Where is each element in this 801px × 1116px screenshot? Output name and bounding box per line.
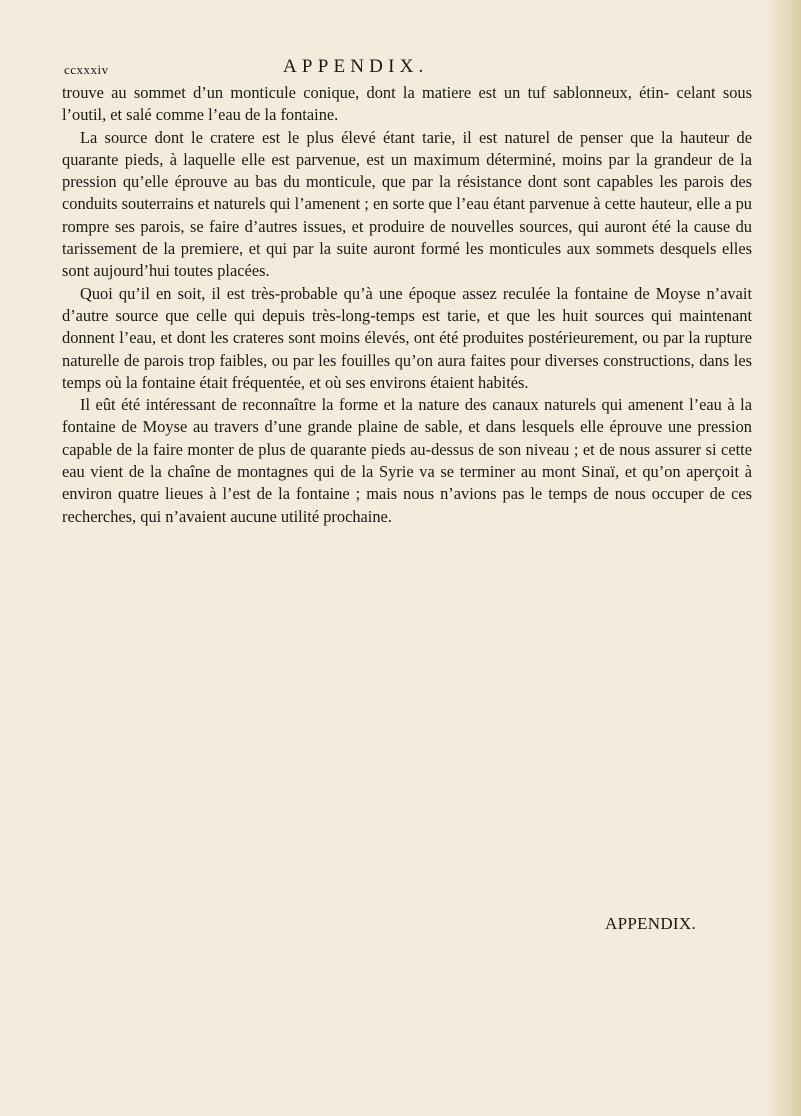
running-head: APPENDIX. bbox=[283, 56, 429, 77]
paragraph-2: La source dont le cratere est le plus élevé étant tarie, il est naturel de penser que la hauteur de quarante pieds, à laquelle elle est parvenue, est un maximum déterminé, moins par la grandeur de la pression qu’elle éprouve au bas du monticule, que par la résistance dont sont capables les parois des conduits souterrains et naturels qui l’amenent ; en sorte que l’eau étant parvenue à cette hauteur, elle a pu rompre ses parois, se faire d’autres issues, et produire de nouvelles sources, qui auront été la cause du tarissement de la premiere, et qui par la suite auront formé les monticules aux sommets desquels elles sont aujourd’hui toutes placées. bbox=[62, 127, 752, 281]
paragraph-4: Il eût été intéressant de reconnaître la forme et la nature des canaux naturels qui amenent l’eau à la fontaine de Moyse au travers d’une grande plaine de sable, et dans lesquels elle éprouve une pression capable de la faire monter de plus de quarante pieds au-dessus de son niveau ; et de nous assurer si cette eau vient de la chaîne de montagnes qui de la Syrie va se terminer au mont Sinaï, et qu’on aperçoit à environ quatre lieues à l’est de la fontaine ; mais nous n’avions pas le temps de nous occuper de ces recherches, qui n’avaient aucune utilité prochaine. bbox=[62, 395, 752, 526]
catchword: APPENDIX. bbox=[605, 914, 697, 933]
body-text bbox=[62, 82, 752, 528]
page-number: ccxxxiv bbox=[64, 62, 109, 77]
page-edge-shadow bbox=[765, 0, 801, 1116]
paragraph-3: Quoi qu’il en soit, il est très-probable qu’à une époque assez reculée la fontaine de Moyse n’avait d’autre source que celle qui depuis très-long-temps est tarie, et que les huit sources qui maintenant donnent l’eau, et dont les crateres sont moins élevés, ont été produites postérieurement, ou par la rupture naturelle de parois trop faibles, ou par les fouilles qu’on aura faites pour diverses constructions, dans les temps où la fontaine était fréquentée, et où ses environs étaient habités. bbox=[62, 283, 752, 392]
paragraph-1: trouve au sommet d’un monticule conique, dont la matiere est un tuf sablonneux, étin- celant sous l’outil, et salé comme l’eau de la fontaine. bbox=[62, 83, 752, 125]
